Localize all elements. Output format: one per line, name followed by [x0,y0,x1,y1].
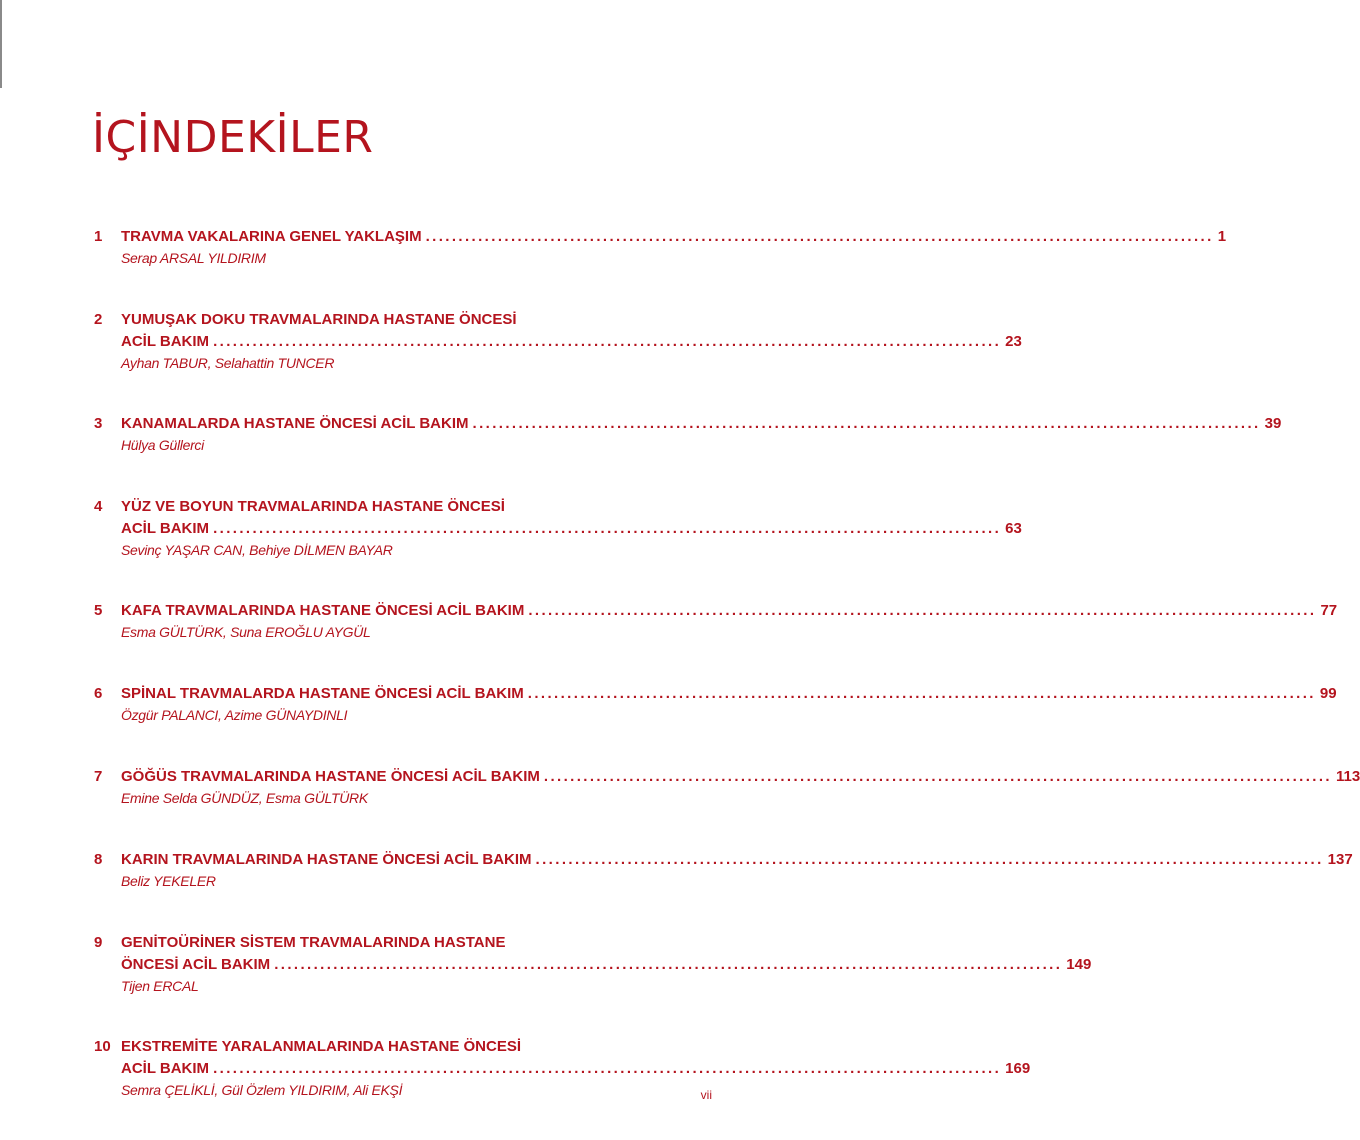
dot-leader: ........................................................................................................................ [472,415,1261,432]
toc-entry-title-continued: ÖNCESİ ACİL BAKIM [121,956,271,973]
toc-entry-8[interactable] [94,849,1353,891]
toc-entry-title: YÜZ VE BOYUN TRAVMALARINDA HASTANE ÖNCESİ [121,498,505,515]
toc-entry-title-continued: ACİL BAKIM [121,1060,210,1077]
toc-entry-page: 113 [1336,768,1360,785]
dot-leader: ........................................................................................................................ [527,685,1316,702]
toc-entry-title: EKSTREMİTE YARALANMALARINDA HASTANE ÖNCESİ [121,1038,522,1055]
toc-entry-authors: Ayhan TABUR, Selahattin TUNCER [121,355,335,371]
toc-entry-title-line [121,1058,1031,1080]
toc-entry-page: 99 [1319,685,1337,702]
toc-entry-title: KANAMALARDA HASTANE ÖNCESİ ACİL BAKIM [121,415,469,432]
dot-leader: ........................................................................................................................ [543,768,1332,785]
toc-entry-number: 3 [94,415,103,432]
toc-entry-title-line [121,849,1353,871]
toc-entry-title: TRAVMA VAKALARINA GENEL YAKLAŞIM [121,228,422,245]
toc-entry-number: 7 [94,768,103,785]
toc-entry-3[interactable] [94,413,1282,455]
toc-entry-authors: Özgür PALANCI, Azime GÜNAYDINLI [121,707,348,723]
toc-entry-title-line [121,683,1337,705]
toc-entry-title: GENİTOÜRİNER SİSTEM TRAVMALARINDA HASTANE [121,934,506,951]
dot-leader: ........................................................................................................................ [274,956,1063,973]
toc-entry-page: 23 [1005,333,1022,350]
toc-entry-title-line [121,226,1227,248]
toc-entry-2[interactable] [94,309,1022,373]
toc-entry-number: 2 [94,311,103,328]
toc-entry-authors: Serap ARSAL YILDIRIM [121,250,266,266]
toc-entry-number: 10 [94,1038,111,1055]
toc-entry-9[interactable] [94,932,1092,996]
toc-entry-number: 5 [94,602,103,619]
toc-entry-title: GÖĞÜS TRAVMALARINDA HASTANE ÖNCESİ ACİL BAKIM [121,768,540,785]
toc-entry-page: 1 [1217,228,1227,245]
toc-entry-authors: Semra ÇELİKLİ, Gül Özlem YILDIRIM, Ali EKŞİ [121,1082,403,1098]
toc-entry-number: 4 [94,498,103,515]
toc-entry-title: KAFA TRAVMALARINDA HASTANE ÖNCESİ ACİL BAKIM [121,602,525,619]
toc-entry-authors: Sevinç YAŞAR CAN, Behiye DİLMEN BAYAR [121,542,393,558]
toc-entry-number: 9 [94,934,103,951]
toc-entry-authors: Beliz YEKELER [121,873,216,889]
toc-entry-number: 1 [94,228,103,245]
toc-entry-title-line [121,600,1338,622]
toc-entry-title: KARIN TRAVMALARINDA HASTANE ÖNCESİ ACİL BAKIM [121,851,532,868]
dot-leader: ........................................................................................................................ [213,1060,1002,1077]
toc-entry-title-line [121,954,1092,976]
dot-leader: ........................................................................................................................ [425,228,1214,245]
toc-entry-authors: Tijen ERCAL [121,978,199,994]
toc-entry-title-line [121,413,1282,435]
toc-entry-page: 39 [1264,415,1282,432]
page-folio: vii [700,1088,712,1102]
toc-entry-1[interactable] [94,226,1227,268]
dot-leader: ........................................................................................................................ [528,602,1317,619]
toc-entry-title: SPİNAL TRAVMALARDA HASTANE ÖNCESİ ACİL BAKIM [121,685,524,702]
toc-entry-authors: Hülya Güllerci [121,437,204,453]
toc-entry-title-continued: ACİL BAKIM [121,333,210,350]
toc-entry-page: 169 [1005,1060,1031,1077]
dot-leader: ........................................................................................................................ [213,520,1002,537]
toc-entry-title-continued: ACİL BAKIM [121,520,210,537]
toc-entry-authors: Esma GÜLTÜRK, Suna EROĞLU AYGÜL [121,624,371,640]
toc-entry-page: 137 [1327,851,1353,868]
toc-entry-title-line [121,331,1022,353]
dot-leader: ........................................................................................................................ [213,333,1002,350]
toc-entry-title-line [121,766,1360,788]
toc-entry-page: 149 [1066,956,1092,973]
toc-entry-page: 63 [1005,520,1022,537]
page-edge-mark [0,0,2,88]
page-title: İÇİNDEKİLER [92,112,374,163]
toc-entry-6[interactable] [94,683,1337,725]
toc-entry-7[interactable] [94,766,1360,808]
toc-entry-number: 8 [94,851,103,868]
toc-entry-number: 6 [94,685,103,702]
toc-entry-4[interactable] [94,496,1022,560]
toc-entry-title-line [121,518,1022,540]
dot-leader: ........................................................................................................................ [535,851,1324,868]
toc-entry-title: YUMUŞAK DOKU TRAVMALARINDA HASTANE ÖNCESİ [121,311,517,328]
toc-entry-5[interactable] [94,600,1338,642]
toc-entry-authors: Emine Selda GÜNDÜZ, Esma GÜLTÜRK [121,790,368,806]
toc-entry-page: 77 [1320,602,1338,619]
